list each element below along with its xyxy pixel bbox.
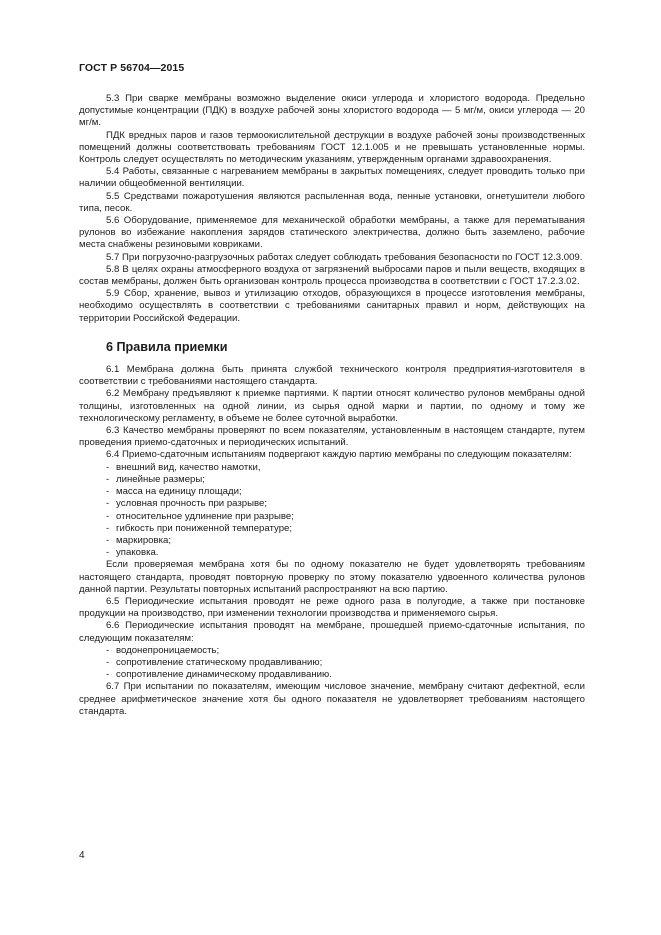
list-item: - водонепроницаемость; — [106, 644, 220, 656]
paragraph-6-7: 6.7 При испытании по показателям, имеющим числовое значение, мембрану считают дефектной, если среднее арифметическое значение хотя бы одного показателя не удовлетворяет требованиям настоящего стандарта. — [79, 681, 585, 717]
paragraph-6-6: 6.6 Периодические испытания проводят на мембране, прошедшей приемо-сдаточные испытания, по следующим показателям: — [79, 620, 585, 644]
paragraph-5-3: 5.3 При сварке мембраны возможно выделение окиси углерода и хлористого водорода. Предельно допустимые концентрации (ПДК) в воздухе рабочей зоны хлористого водорода — 5 мг/м, окиси углерода — 20 мг/м. — [79, 93, 585, 129]
paragraph-5-8: 5.8 В целях охраны атмосферного воздуха от загрязнений выбросами паров и пыли веществ, входящих в состав мембраны, должен быть организован контроль процесса производства в соответствии с ГОСТ 17.2.3.02. — [79, 263, 585, 288]
list-marker: - — [106, 486, 110, 498]
paragraph-5-7: 5.7 При погрузочно-разгрузочных работах следует соблюдать требования безопасности по ГОСТ 12.3.009. — [106, 251, 583, 263]
list-marker: - — [106, 669, 110, 681]
paragraph-5-4: 5.4 Работы, связанные с нагреванием мембраны в закрытых помещениях, следует проводить только при наличии общеобменной вентиляции. — [79, 166, 585, 190]
list-marker: - — [106, 498, 110, 510]
list-marker: - — [106, 473, 110, 485]
list-marker: - — [106, 534, 110, 546]
acceptance-test-list — [79, 462, 585, 560]
page-number: 4 — [79, 850, 85, 861]
paragraph-6-3: 6.3 Качество мембраны проверяют по всем показателям, установленным в настоящем стандарте, путем проведения приемо-сдаточных и периодических испытаний. — [79, 425, 585, 449]
list-marker: - — [106, 656, 110, 668]
list-marker: - — [106, 461, 110, 473]
list-item: - сопротивление статическому продавливанию; — [106, 656, 323, 668]
paragraph-6-2: 6.2 Мембрану предъявляют к приемке партиями. К партии относят количество рулонов мембраны одной толщины, изготовленных на одной линии, из сырья одной марки и партии, по одному и тому же технологическому регламенту, в объеме не более суточной выработки. — [79, 388, 585, 424]
paragraph-5-6: 5.6 Оборудование, применяемое для механической обработки мембраны, а также для перематывания рулонов во избежание накопления зарядов статического электричества, должно быть заземлено, рабочие места снабжены резиновыми ковриками. — [79, 215, 585, 251]
paragraph-retest: Если проверяемая мембрана хотя бы по одному показателю не будет удовлетворять требованиям настоящего стандарта, проводят повторную проверку по этому показателю удвоенного количества рулонов данной партии. Результаты повторных испытаний распространяют на всю партию. — [79, 559, 585, 595]
list-item: - масса на единицу площади; — [106, 486, 242, 498]
list-marker: - — [106, 644, 110, 656]
standard-header: ГОСТ Р 56704—2015 — [79, 62, 185, 74]
list-item: - внешний вид, качество намотки, — [106, 461, 261, 473]
periodic-test-list — [79, 645, 585, 682]
list-item: - упаковка. — [106, 547, 159, 559]
paragraph-6-4: 6.4 Приемо-сдаточным испытаниям подвергают каждую партию мембраны по следующим показателям: — [106, 449, 572, 461]
document-body — [79, 93, 585, 718]
list-marker: - — [106, 510, 110, 522]
list-item: - линейные размеры; — [106, 473, 205, 485]
paragraph-6-1: 6.1 Мембрана должна быть принята службой технического контроля предприятия-изготовителя в соответствии с требованиями настоящего стандарта. — [79, 364, 585, 388]
section-title: 6 Правила приемки — [106, 339, 228, 354]
list-item: - маркировка; — [106, 534, 172, 546]
list-marker: - — [106, 522, 110, 534]
paragraph-6-5: 6.5 Периодические испытания проводят не реже одного раза в полугодие, а также при постановке продукции на производство, при изменении технологии производства и применяемого сырья. — [79, 595, 585, 620]
list-item: - гибкость при пониженной температуре; — [106, 522, 293, 534]
paragraph-pdk: ПДК вредных паров и газов термоокислительной деструкции в воздухе рабочей зоны производственных помещений должны соответствовать требованиям ГОСТ 12.1.005 и не превышать установленные нормы. Контроль следует осуществлять по методическим указаниям, утвержденным органами здравоохранения. — [79, 129, 585, 166]
list-item: - относительное удлинение при разрыве; — [106, 510, 294, 522]
paragraph-5-9: 5.9 Сбор, хранение, вывоз и утилизацию отходов, образующихся в процессе изготовления мембраны, необходимо осуществлять в соответствии с требованиями санитарных правил и норм, действующих на территории Российской Федерации. — [79, 288, 585, 324]
list-item: - условная прочность при разрыве; — [106, 498, 267, 510]
list-marker: - — [106, 547, 110, 559]
list-item: - сопротивление динамическому продавливанию. — [106, 669, 332, 681]
paragraph-5-5: 5.5 Средствами пожаротушения являются распыленная вода, пенные установки, огнетушители любого типа, песок. — [79, 190, 585, 214]
